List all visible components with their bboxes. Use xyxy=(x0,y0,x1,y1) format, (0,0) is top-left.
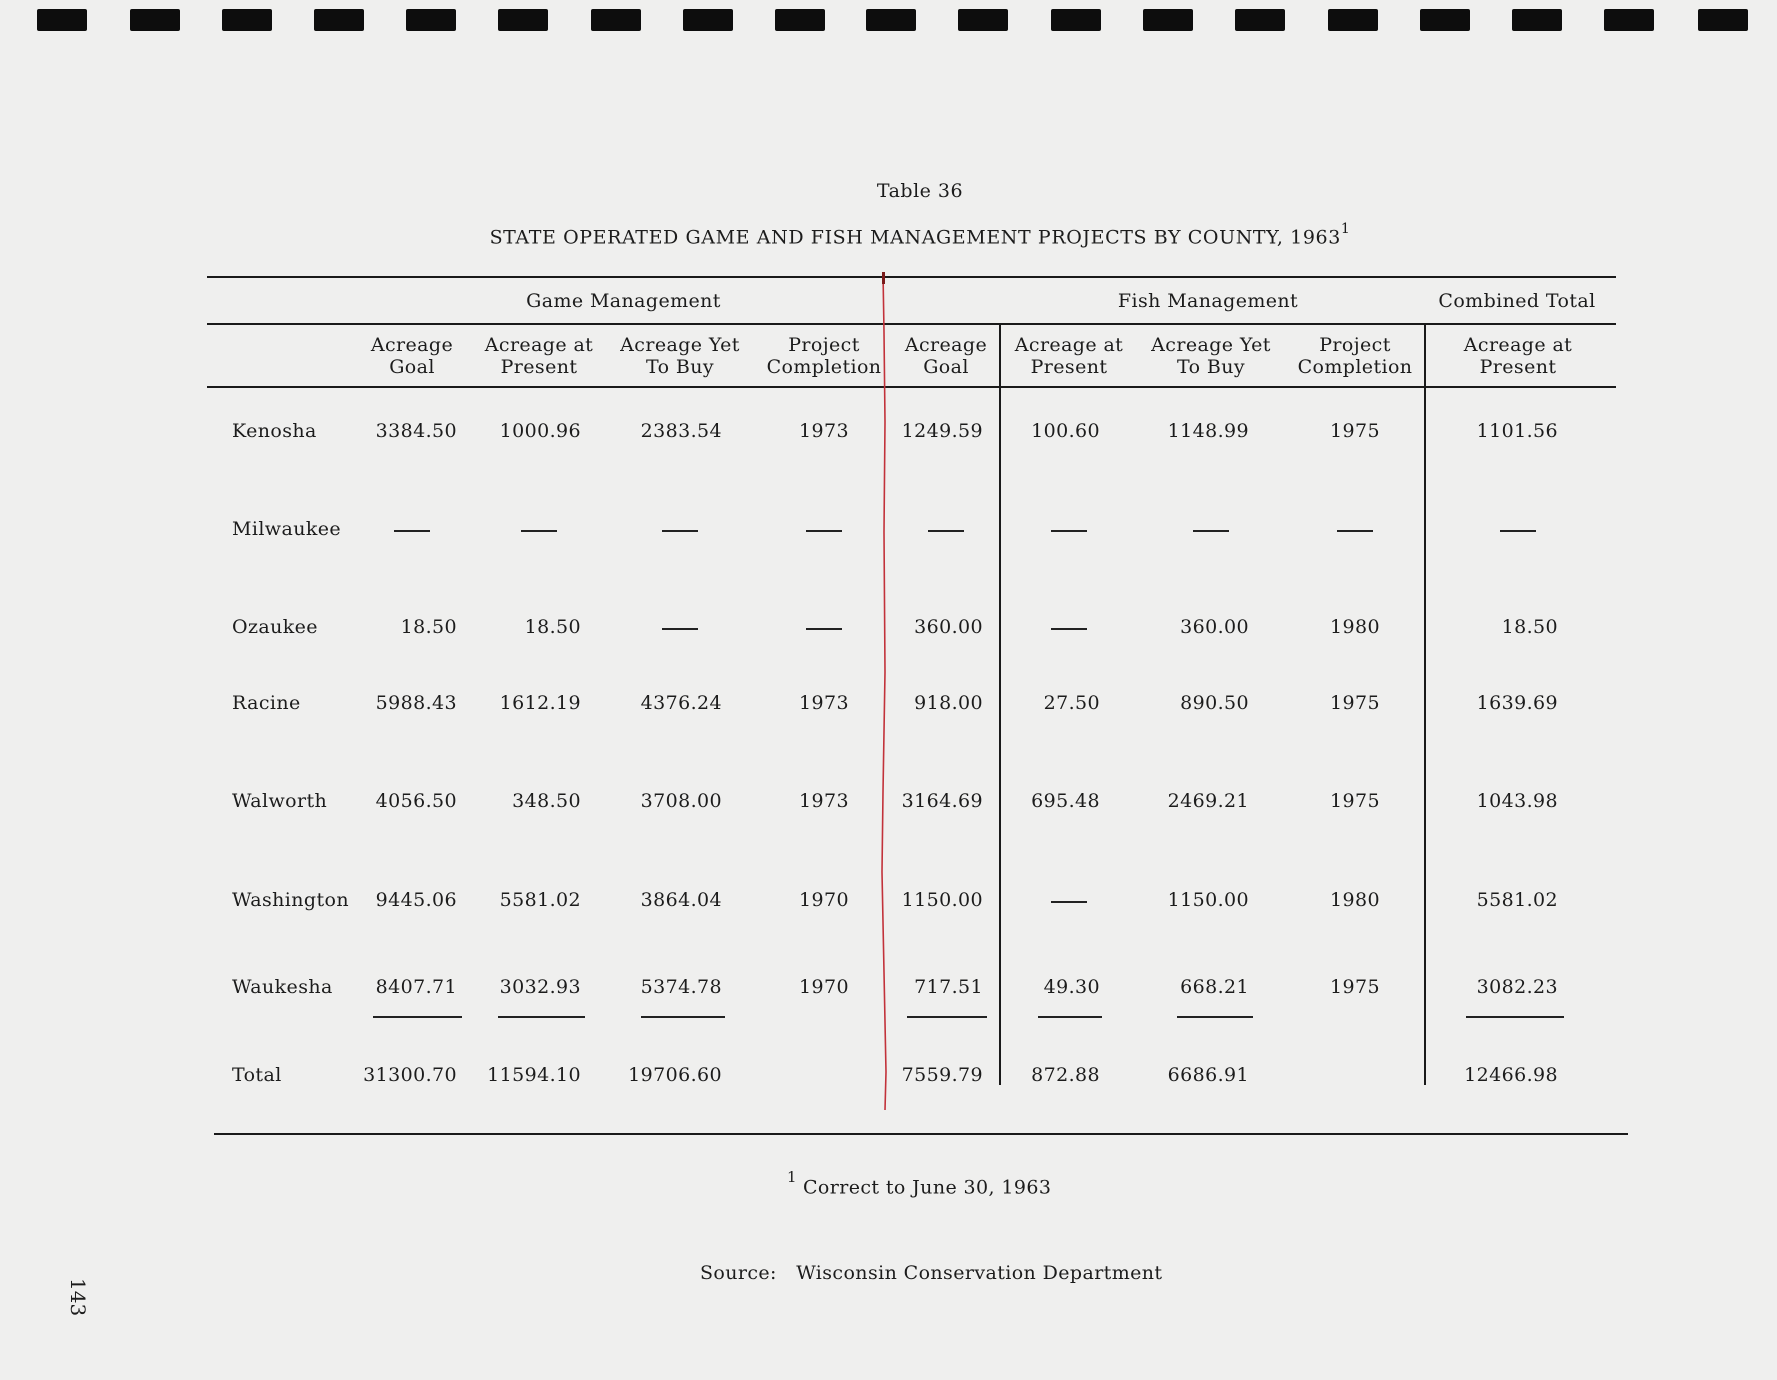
row-county-label: Kenosha xyxy=(232,420,317,442)
table-cell: 918.00 xyxy=(914,692,983,714)
table-cell: 3164.69 xyxy=(901,790,983,812)
column-header-line: Goal xyxy=(923,356,969,378)
column-header-line: Acreage Yet xyxy=(620,334,740,356)
binding-hole xyxy=(1604,9,1654,31)
table-cell: 1980 xyxy=(1330,889,1380,911)
table-title-text: STATE OPERATED GAME AND FISH MANAGEMENT PROJECTS BY COUNTY, 1963 xyxy=(489,226,1341,249)
table-cell: 1150.00 xyxy=(901,889,983,911)
table-cell: 4376.24 xyxy=(640,692,722,714)
footnote xyxy=(787,1168,1052,1199)
binding-hole xyxy=(866,9,916,31)
table-cell: 1639.69 xyxy=(1476,692,1558,714)
column-header-line: Acreage at xyxy=(1014,334,1124,356)
footnote-mark: 1 xyxy=(787,1168,797,1186)
table-cell: 8407.71 xyxy=(375,976,457,998)
table-cell: 2383.54 xyxy=(640,420,722,442)
row-county-label: Racine xyxy=(232,692,301,714)
source-label: Source: xyxy=(700,1262,777,1284)
column-header xyxy=(754,334,894,378)
table-cell: 5581.02 xyxy=(1476,889,1558,911)
empty-dash xyxy=(1500,530,1536,532)
binding-hole xyxy=(498,9,548,31)
column-header-line: Project xyxy=(1319,334,1391,356)
row-county-label: Ozaukee xyxy=(232,616,318,638)
binding-hole xyxy=(130,9,180,31)
empty-dash xyxy=(928,530,964,532)
table-cell: 1101.56 xyxy=(1476,420,1558,442)
column-header xyxy=(342,334,482,378)
table-cell: 12466.98 xyxy=(1464,1064,1558,1086)
empty-dash xyxy=(1337,530,1373,532)
binding-hole xyxy=(37,9,87,31)
table-cell: 100.60 xyxy=(1031,420,1100,442)
column-header-line: To Buy xyxy=(1176,356,1245,378)
row-county-label: Walworth xyxy=(232,790,328,812)
title-footnote-mark: 1 xyxy=(1340,221,1351,237)
column-header-line: Goal xyxy=(389,356,435,378)
table-cell: 1973 xyxy=(799,790,849,812)
table-cell: 360.00 xyxy=(1180,616,1249,638)
table-cell: 6686.91 xyxy=(1167,1064,1249,1086)
source-line xyxy=(700,1262,1162,1284)
binding-hole xyxy=(775,9,825,31)
table-cell: 1043.98 xyxy=(1476,790,1558,812)
empty-dash xyxy=(806,628,842,630)
sum-underline xyxy=(498,1016,585,1018)
column-header xyxy=(1448,334,1588,378)
table-cell: 3864.04 xyxy=(640,889,722,911)
table-cell: 1970 xyxy=(799,889,849,911)
table-cell: 2469.21 xyxy=(1167,790,1249,812)
sum-underline xyxy=(1466,1016,1564,1018)
column-header xyxy=(1285,334,1425,378)
binding-hole xyxy=(1328,9,1378,31)
table-cell: 1973 xyxy=(799,420,849,442)
table-cell: 890.50 xyxy=(1180,692,1249,714)
empty-dash xyxy=(662,530,698,532)
table-top-rule xyxy=(207,276,1616,278)
table-title xyxy=(0,221,1777,249)
table-cell: 9445.06 xyxy=(375,889,457,911)
footnote-text: Correct to June 30, 1963 xyxy=(802,1176,1052,1199)
sum-underline xyxy=(1038,1016,1102,1018)
column-header xyxy=(469,334,609,378)
column-header-line: To Buy xyxy=(645,356,714,378)
table-cell: 872.88 xyxy=(1031,1064,1100,1086)
empty-dash xyxy=(1051,901,1087,903)
column-header xyxy=(610,334,750,378)
binding-hole xyxy=(1512,9,1562,31)
column-header-line: Acreage at xyxy=(484,334,594,356)
binding-hole xyxy=(1143,9,1193,31)
group-fish-management: Fish Management xyxy=(1117,290,1299,312)
table-cell: 27.50 xyxy=(1043,692,1100,714)
binding-hole xyxy=(591,9,641,31)
empty-dash xyxy=(1051,628,1087,630)
table-cell: 7559.79 xyxy=(901,1064,983,1086)
table-cell: 348.50 xyxy=(512,790,581,812)
empty-dash xyxy=(1193,530,1229,532)
sum-underline xyxy=(641,1016,725,1018)
table-cell: 1000.96 xyxy=(499,420,581,442)
column-header xyxy=(1141,334,1281,378)
sum-underline xyxy=(1177,1016,1253,1018)
table-cell: 717.51 xyxy=(914,976,983,998)
table-cell: 695.48 xyxy=(1031,790,1100,812)
column-header xyxy=(876,334,1016,378)
binding-hole xyxy=(683,9,733,31)
binding-holes xyxy=(37,9,1737,33)
table-bottom-rule xyxy=(214,1133,1628,1135)
binding-hole xyxy=(1698,9,1748,31)
table-cell: 1612.19 xyxy=(499,692,581,714)
column-header-line: Acreage xyxy=(904,334,988,356)
table-cell: 1973 xyxy=(799,692,849,714)
table-cell: 1975 xyxy=(1330,790,1380,812)
table-cell: 49.30 xyxy=(1043,976,1100,998)
binding-hole xyxy=(1051,9,1101,31)
empty-dash xyxy=(1051,530,1087,532)
binding-hole xyxy=(1420,9,1470,31)
table-cell: 3082.23 xyxy=(1476,976,1558,998)
table-cell: 3708.00 xyxy=(640,790,722,812)
page-number: 143 xyxy=(66,1278,90,1317)
binding-hole xyxy=(1235,9,1285,31)
group-combined-total: Combined Total xyxy=(1438,290,1596,312)
row-county-label: Waukesha xyxy=(232,976,333,998)
column-header-line: Acreage at xyxy=(1463,334,1573,356)
sum-underline xyxy=(907,1016,987,1018)
column-header xyxy=(999,334,1139,378)
table-cell: 5374.78 xyxy=(640,976,722,998)
total-label: Total xyxy=(232,1064,282,1086)
binding-hole xyxy=(406,9,456,31)
column-header-line: Project xyxy=(788,334,860,356)
column-header-rule xyxy=(207,386,1616,388)
table-cell: 18.50 xyxy=(524,616,581,638)
table-cell: 1975 xyxy=(1330,420,1380,442)
table-cell: 1980 xyxy=(1330,616,1380,638)
table-cell: 18.50 xyxy=(1501,616,1558,638)
table-cell: 4056.50 xyxy=(375,790,457,812)
column-header-line: Present xyxy=(1030,356,1108,378)
column-header-line: Acreage xyxy=(370,334,454,356)
binding-hole xyxy=(314,9,364,31)
table-cell: 18.50 xyxy=(400,616,457,638)
table-cell: 3384.50 xyxy=(375,420,457,442)
table-cell: 1970 xyxy=(799,976,849,998)
empty-dash xyxy=(394,530,430,532)
table-cell: 5988.43 xyxy=(375,692,457,714)
table-cell: 1249.59 xyxy=(901,420,983,442)
binding-hole xyxy=(222,9,272,31)
group-header-rule xyxy=(207,323,1616,325)
table-cell: 668.21 xyxy=(1180,976,1249,998)
column-header-line: Present xyxy=(500,356,578,378)
empty-dash xyxy=(806,530,842,532)
table-cell: 1150.00 xyxy=(1167,889,1249,911)
table-cell: 19706.60 xyxy=(628,1064,722,1086)
table-cell: 11594.10 xyxy=(487,1064,581,1086)
column-header-line: Completion xyxy=(1297,356,1413,378)
group-game-management: Game Management xyxy=(526,290,721,312)
table-cell: 360.00 xyxy=(914,616,983,638)
table-cell: 1975 xyxy=(1330,976,1380,998)
row-county-label: Milwaukee xyxy=(232,518,342,540)
table-cell: 3032.93 xyxy=(499,976,581,998)
combined-divider xyxy=(1424,323,1426,1085)
source-text: Wisconsin Conservation Department xyxy=(796,1262,1163,1284)
table-number: Table 36 xyxy=(876,180,964,202)
column-header-line: Completion xyxy=(766,356,882,378)
empty-dash xyxy=(662,628,698,630)
row-county-label: Washington xyxy=(232,889,349,911)
column-header-line: Present xyxy=(1479,356,1557,378)
empty-dash xyxy=(521,530,557,532)
sum-underline xyxy=(373,1016,462,1018)
table-cell: 31300.70 xyxy=(363,1064,457,1086)
table-cell: 1148.99 xyxy=(1167,420,1249,442)
column-header-line: Acreage Yet xyxy=(1151,334,1271,356)
binding-hole xyxy=(958,9,1008,31)
table-cell: 5581.02 xyxy=(499,889,581,911)
table-cell: 1975 xyxy=(1330,692,1380,714)
